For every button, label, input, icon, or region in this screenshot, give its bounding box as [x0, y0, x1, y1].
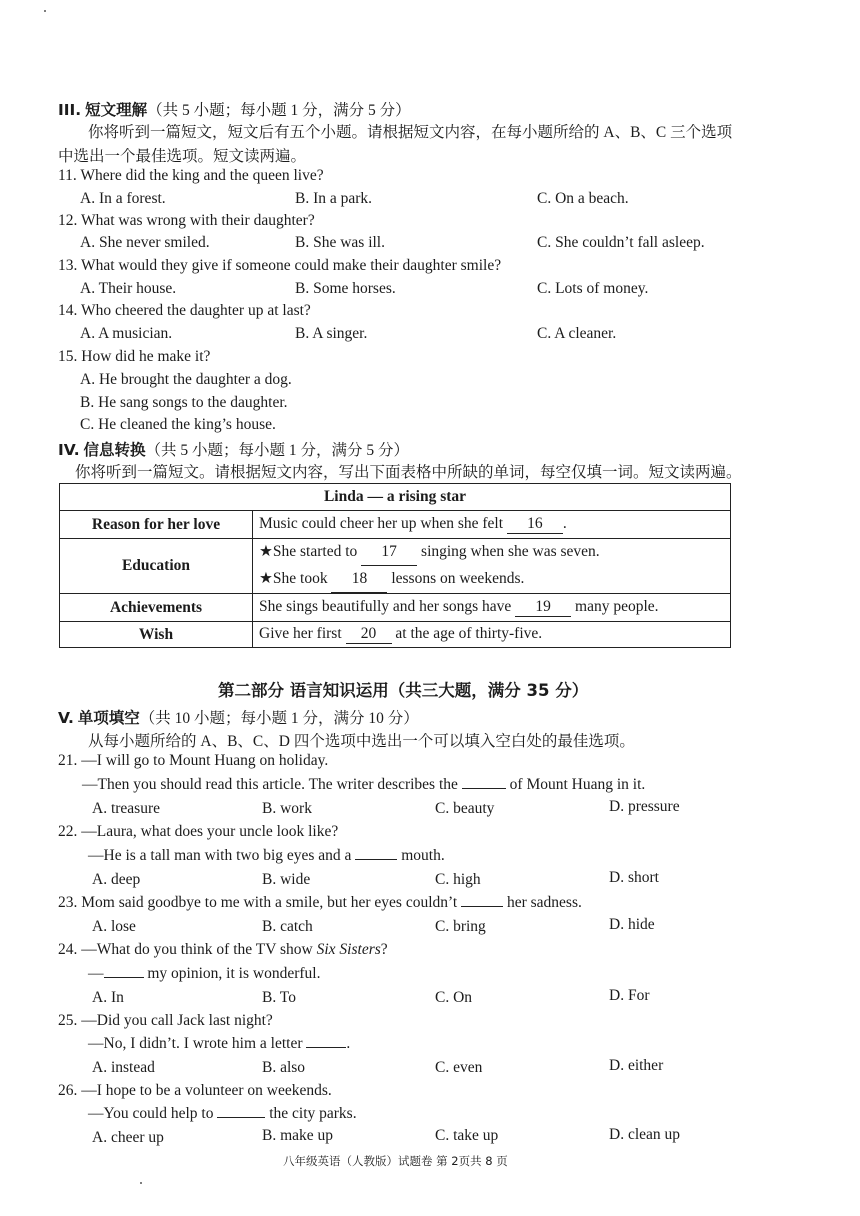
section-3-heading	[58, 98, 411, 120]
row-content	[253, 622, 731, 648]
table-row	[60, 622, 731, 648]
option-c: C. He cleaned the king’s house.	[80, 416, 276, 433]
question-number: 22.	[58, 823, 78, 840]
show-title: Six Sisters	[316, 941, 381, 958]
row-content	[253, 511, 731, 539]
section-5-instruction: 从每小题所给的 A、B、C、D 四个选项中选出一个可以填入空白处的最佳选项。	[88, 733, 635, 750]
option-d: D. clean up	[609, 1126, 681, 1143]
question-number: 23.	[58, 894, 78, 911]
row-text: ★She started to	[259, 543, 358, 560]
scan-speck	[44, 10, 46, 12]
section-3-score: （共 5 小题；每小题 1 分，满分 5 分）	[147, 102, 411, 119]
question-text: —I will go to Mount Huang on holiday.	[81, 752, 329, 769]
answer-blank	[355, 859, 397, 860]
answer-blank: 17	[361, 539, 417, 566]
question-text: —He is a tall man with two big eyes and a	[88, 847, 352, 864]
option-b: B. Some horses.	[295, 280, 396, 297]
question-text: Who cheered the daughter up at last?	[80, 302, 311, 319]
option-a: A. In	[92, 989, 124, 1006]
education-line-2	[259, 566, 724, 593]
table-row	[60, 511, 731, 539]
row-content	[253, 539, 731, 594]
row-content	[253, 594, 731, 622]
option-b: B. To	[262, 989, 296, 1006]
section-5-numeral: V.	[58, 709, 74, 727]
section-4-score: （共 5 小题；每小题 1 分，满分 5 分）	[145, 442, 410, 459]
question-14	[58, 302, 311, 320]
row-text: Give her first	[259, 625, 342, 642]
question-number: 11.	[58, 167, 77, 184]
question-13	[58, 257, 501, 275]
option-b: B. wide	[262, 871, 311, 888]
question-number: 24.	[58, 941, 78, 958]
section-5-heading	[58, 706, 419, 728]
section-4-title: 信息转换	[83, 441, 146, 459]
section-3-numeral: III.	[58, 101, 82, 119]
section-4-numeral: IV.	[58, 441, 80, 459]
question-number: 14.	[58, 302, 78, 319]
row-label: Achievements	[60, 594, 253, 622]
question-11	[58, 167, 324, 185]
page-footer: 八年级英语（人教版）试题卷 第 2页共 8 页	[283, 1154, 508, 1168]
question-text: her sadness.	[506, 894, 582, 911]
row-text: lessons on weekends.	[391, 570, 525, 587]
education-line-1	[259, 539, 724, 566]
option-a: A. In a forest.	[80, 190, 166, 207]
scan-speck	[140, 1182, 142, 1184]
question-text: Mom said goodbye to me with a smile, but her eyes couldn’t	[81, 894, 458, 911]
answer-blank	[104, 977, 144, 978]
section-4-heading	[58, 438, 409, 460]
question-25	[58, 1012, 273, 1030]
answer-blank: 20	[346, 625, 392, 644]
option-b: B. In a park.	[295, 190, 373, 207]
answer-blank	[462, 788, 506, 789]
question-text: —Did you call Jack last night?	[81, 1012, 273, 1029]
row-text: singing when she was seven.	[421, 543, 600, 560]
answer-blank	[217, 1117, 265, 1118]
question-26-line-2	[88, 1105, 357, 1123]
option-c: C. beauty	[435, 800, 495, 817]
option-b: B. also	[262, 1059, 306, 1076]
question-text: Where did the king and the queen live?	[80, 167, 324, 184]
question-text: ?	[380, 941, 388, 958]
option-c: C. high	[435, 871, 481, 888]
option-d: D. either	[609, 1057, 664, 1074]
table-title-row	[60, 484, 731, 511]
question-text: .	[346, 1035, 351, 1052]
row-label: Reason for her love	[60, 511, 253, 539]
option-d: D. pressure	[609, 798, 680, 815]
section-3-instruction-2: 中选出一个最佳选项。短文读两遍。	[58, 148, 307, 165]
row-label: Education	[60, 539, 253, 594]
option-a: A. She never smiled.	[80, 234, 210, 251]
section-4-instruction: 你将听到一篇短文。请根据短文内容，写出下面表格中所缺的单词，每空仅填一词。短文读两遍。	[75, 464, 742, 481]
question-number: 15.	[58, 348, 78, 365]
table-row	[60, 539, 731, 594]
row-text: at the age of thirty-five.	[395, 625, 543, 642]
question-text: —	[88, 965, 104, 982]
option-a: A. treasure	[92, 800, 160, 817]
option-d: D. For	[609, 987, 650, 1004]
option-a: A. He brought the daughter a dog.	[80, 371, 292, 388]
option-b: B. catch	[262, 918, 313, 935]
question-text: of Mount Huang in it.	[509, 776, 646, 793]
info-table	[59, 483, 731, 648]
question-24-line-2	[88, 965, 320, 983]
option-b: B. make up	[262, 1127, 334, 1144]
option-a: A. A musician.	[80, 325, 173, 342]
part-2-title: 第二部分 语言知识运用（共三大题，满分 35 分）	[218, 681, 589, 700]
option-b: B. He sang songs to the daughter.	[80, 394, 288, 411]
answer-blank	[306, 1047, 346, 1048]
row-label: Wish	[60, 622, 253, 648]
question-text: —You could help to	[88, 1105, 214, 1122]
question-26	[58, 1082, 332, 1100]
question-12	[58, 212, 315, 230]
question-text: —I hope to be a volunteer on weekends.	[81, 1082, 332, 1099]
question-text: —No, I didn’t. I wrote him a letter	[88, 1035, 303, 1052]
answer-blank: 18	[331, 566, 387, 593]
row-text: .	[562, 515, 567, 532]
answer-blank: 16	[507, 515, 563, 534]
answer-blank	[461, 906, 503, 907]
option-c: C. On a beach.	[537, 190, 629, 207]
option-c: C. even	[435, 1059, 483, 1076]
question-23	[58, 894, 582, 912]
question-22	[58, 823, 338, 841]
option-d: D. hide	[609, 916, 655, 933]
question-text: —Then you should read this article. The writer describes the	[82, 776, 458, 793]
question-text: the city parks.	[269, 1105, 357, 1122]
question-number: 13.	[58, 257, 78, 274]
option-a: A. Their house.	[80, 280, 177, 297]
section-5-score: （共 10 小题；每小题 1 分，满分 10 分）	[139, 710, 419, 727]
option-c: C. take up	[435, 1127, 499, 1144]
question-number: 25.	[58, 1012, 78, 1029]
question-text: What was wrong with their daughter?	[80, 212, 315, 229]
question-text: —Laura, what does your uncle look like?	[81, 823, 339, 840]
option-b: B. A singer.	[295, 325, 368, 342]
question-text: my opinion, it is wonderful.	[147, 965, 321, 982]
option-c: C. Lots of money.	[537, 280, 649, 297]
question-number: 21.	[58, 752, 78, 769]
row-text: She sings beautifully and her songs have	[259, 598, 512, 615]
row-text: ★She took	[259, 570, 328, 587]
section-3-title: 短文理解	[85, 101, 148, 119]
answer-blank: 19	[515, 598, 571, 617]
question-text: How did he make it?	[81, 348, 211, 365]
table-row	[60, 594, 731, 622]
option-c: C. bring	[435, 918, 486, 935]
option-a: A. lose	[92, 918, 136, 935]
option-c: C. On	[435, 989, 473, 1006]
question-24	[58, 941, 388, 959]
option-a: A. cheer up	[92, 1129, 164, 1146]
row-text: many people.	[575, 598, 659, 615]
question-15	[58, 348, 210, 366]
question-text: What would they give if someone could make their daughter smile?	[80, 257, 502, 274]
option-b: B. work	[262, 800, 312, 817]
row-text: Music could cheer her up when she felt	[259, 515, 504, 532]
question-text: —What do you think of the TV show	[81, 941, 313, 958]
section-5-title: 单项填空	[77, 709, 140, 727]
option-d: D. short	[609, 869, 659, 886]
option-a: A. instead	[92, 1059, 155, 1076]
table-title: Linda — a rising star	[60, 484, 731, 511]
option-c: C. A cleaner.	[537, 325, 617, 342]
option-c: C. She couldn’t fall asleep.	[537, 234, 705, 251]
question-number: 12.	[58, 212, 78, 229]
question-number: 26.	[58, 1082, 78, 1099]
question-text: mouth.	[401, 847, 445, 864]
question-22-line-2	[88, 847, 445, 865]
section-3-instruction-1: 你将听到一篇短文，短文后有五个小题。请根据短文内容，在每小题所给的 A、B、C 三个选项	[88, 124, 733, 141]
option-a: A. deep	[92, 871, 141, 888]
question-21-line-2	[82, 776, 645, 794]
option-b: B. She was ill.	[295, 234, 385, 251]
question-21	[58, 752, 328, 770]
question-25-line-2	[88, 1035, 350, 1053]
